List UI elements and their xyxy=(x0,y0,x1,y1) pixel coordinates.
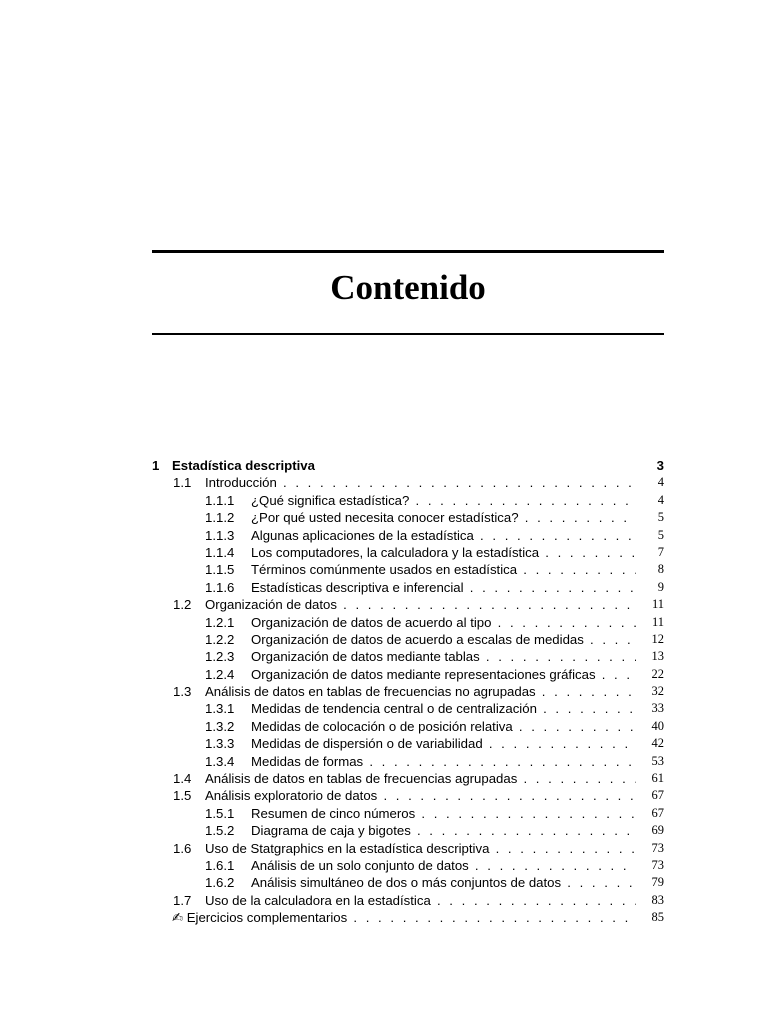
title-top-rule xyxy=(152,250,664,253)
toc-entry-title: Algunas aplicaciones de la estadística . . . xyxy=(251,527,636,544)
toc-entry[interactable] xyxy=(152,874,664,891)
toc-entry[interactable] xyxy=(152,631,664,648)
toc-entry[interactable] xyxy=(152,909,664,926)
toc-entry-page: 5 xyxy=(636,527,664,544)
toc-entry-title: Organización de datos mediante tablas . . . xyxy=(251,648,636,665)
toc-entry-number: 1.4 xyxy=(173,771,192,787)
toc-entry-number: 1.2.1 xyxy=(205,614,235,630)
toc-entry-number: 1.2.4 xyxy=(205,666,235,682)
toc-entry-number: 1.5.2 xyxy=(205,823,235,839)
toc-entry-title: Análisis de datos en tablas de frecuencias no agrupadas . . . xyxy=(205,683,636,700)
toc-entry-title: Análisis de datos en tablas de frecuencias agrupadas . . . xyxy=(205,770,636,787)
toc-entry[interactable] xyxy=(152,614,664,631)
toc-entry-title: Los computadores, la calculadora y la estadística . . . xyxy=(251,544,636,561)
toc-entry[interactable] xyxy=(152,527,664,544)
toc-entry-number: 1.1.6 xyxy=(205,579,235,595)
toc-entry-number: 1.6.2 xyxy=(205,875,235,891)
toc-entry-number: 1.1.5 xyxy=(205,562,235,578)
toc-entry-number: 1.5.1 xyxy=(205,805,235,821)
toc-entry-title: Medidas de formas . . . xyxy=(251,753,636,770)
toc-entry-title: ¿Qué significa estadística? . . . xyxy=(251,492,636,509)
toc-entry-page: 67 xyxy=(636,787,664,804)
toc-entry[interactable] xyxy=(152,683,664,700)
toc-entry-page: 5 xyxy=(636,509,664,526)
toc-entry-page: 13 xyxy=(636,648,664,665)
toc-entry-title: ¿Por qué usted necesita conocer estadística? . . . xyxy=(251,509,636,526)
table-of-contents xyxy=(152,457,664,927)
toc-entry-number: 1.1 xyxy=(173,475,192,491)
toc-entry-number: 1.2.3 xyxy=(205,649,235,665)
toc-entry-page: 4 xyxy=(636,474,664,491)
toc-entry-page: 73 xyxy=(636,840,664,857)
toc-entry-page: 40 xyxy=(636,718,664,735)
toc-entry-page: 4 xyxy=(636,492,664,509)
toc-entry-number: 1.1.2 xyxy=(205,510,235,526)
toc-entry-title: ✍ Ejercicios complementarios . . . xyxy=(172,909,636,926)
toc-entry-title: Estadísticas descriptiva e inferencial . . . xyxy=(251,579,636,596)
toc-entry-page: 12 xyxy=(636,631,664,648)
toc-entry[interactable] xyxy=(152,648,664,665)
toc-entry-title: Introducción . . . xyxy=(205,474,636,491)
toc-entry-page: 3 xyxy=(636,457,664,474)
toc-entry-title: Medidas de colocación o de posición relativa . . . xyxy=(251,718,636,735)
toc-entry-title: Resumen de cinco números . . . xyxy=(251,805,636,822)
toc-entry-title: Organización de datos . . . xyxy=(205,596,636,613)
toc-entry-page: 22 xyxy=(636,666,664,683)
toc-entry-page: 42 xyxy=(636,735,664,752)
toc-entry-number: 1.2 xyxy=(173,597,192,613)
toc-entry-number: 1.2.2 xyxy=(205,631,235,647)
toc-entry-title: Análisis simultáneo de dos o más conjuntos de datos . . . xyxy=(251,874,636,891)
toc-entry-page: 11 xyxy=(636,596,664,613)
toc-chapter-entry[interactable] xyxy=(152,457,664,474)
toc-entry-title: Organización de datos de acuerdo a escalas de medidas . . . xyxy=(251,631,636,648)
toc-entry-number: 1.3.1 xyxy=(205,701,235,717)
toc-entry-number: 1.1.4 xyxy=(205,544,235,560)
toc-entry-number: 1.3.2 xyxy=(205,718,235,734)
toc-entry-page: 53 xyxy=(636,753,664,770)
toc-entry-number: 1.5 xyxy=(173,788,192,804)
toc-entry-number: 1.1.3 xyxy=(205,527,235,543)
page-title: Contenido xyxy=(330,268,486,307)
toc-entry-number: 1.6.1 xyxy=(205,857,235,873)
toc-entry-number: 1 xyxy=(152,458,160,473)
toc-entry[interactable] xyxy=(152,579,664,596)
toc-entry-number: 1.6 xyxy=(173,840,192,856)
toc-entry-page: 8 xyxy=(636,561,664,578)
toc-entry[interactable] xyxy=(152,561,664,578)
toc-entry-page: 9 xyxy=(636,579,664,596)
toc-entry-page: 61 xyxy=(636,770,664,787)
toc-entry-page: 7 xyxy=(636,544,664,561)
toc-entry-page: 67 xyxy=(636,805,664,822)
toc-entry[interactable] xyxy=(152,700,664,717)
toc-entry[interactable] xyxy=(152,544,664,561)
toc-entry-title: Uso de Statgraphics en la estadística descriptiva . . . xyxy=(205,840,636,857)
toc-entry-number: 1.1.1 xyxy=(205,492,235,508)
toc-entry-title: Estadística descriptiva xyxy=(172,457,636,474)
toc-entry[interactable] xyxy=(152,805,664,822)
toc-entry-page: 32 xyxy=(636,683,664,700)
toc-entry-number: 1.3.3 xyxy=(205,736,235,752)
toc-entry[interactable] xyxy=(152,892,664,909)
toc-entry-page: 79 xyxy=(636,874,664,891)
toc-entry[interactable] xyxy=(152,509,664,526)
toc-entry[interactable] xyxy=(152,596,664,613)
toc-entry-title: Análisis exploratorio de datos . . . xyxy=(205,787,636,804)
toc-entry-title: Medidas de tendencia central o de centralización . . . xyxy=(251,700,636,717)
toc-entry-page: 33 xyxy=(636,700,664,717)
toc-entry[interactable] xyxy=(152,492,664,509)
toc-entry[interactable] xyxy=(152,718,664,735)
toc-entry[interactable] xyxy=(152,840,664,857)
toc-entry-number: 1.7 xyxy=(173,892,192,908)
toc-entry-title: Uso de la calculadora en la estadística . . . xyxy=(205,892,636,909)
toc-entry-page: 73 xyxy=(636,857,664,874)
toc-entry-page: 83 xyxy=(636,892,664,909)
toc-entry[interactable] xyxy=(152,753,664,770)
toc-entry-number: 1.3.4 xyxy=(205,753,235,769)
toc-entry[interactable] xyxy=(152,666,664,683)
toc-entry-title: Organización de datos mediante representaciones gráficas . . . xyxy=(251,666,636,683)
toc-entry[interactable] xyxy=(152,857,664,874)
toc-entry-title: Análisis de un solo conjunto de datos . . . xyxy=(251,857,636,874)
toc-entry[interactable] xyxy=(152,822,664,839)
toc-entry-title: Términos comúnmente usados en estadística . . . xyxy=(251,561,636,578)
toc-entry-page: 11 xyxy=(636,614,664,631)
toc-entry[interactable] xyxy=(152,735,664,752)
toc-entry[interactable] xyxy=(152,770,664,787)
toc-entry-title: Medidas de dispersión o de variabilidad . . . xyxy=(251,735,636,752)
toc-entry[interactable] xyxy=(152,787,664,804)
toc-entry-page: 69 xyxy=(636,822,664,839)
title-bottom-rule xyxy=(152,333,664,335)
toc-entry[interactable] xyxy=(152,474,664,491)
toc-entry-title: Organización de datos de acuerdo al tipo . . . xyxy=(251,614,636,631)
toc-entry-title: Diagrama de caja y bigotes . . . xyxy=(251,822,636,839)
toc-entry-number: 1.3 xyxy=(173,684,192,700)
toc-entry-page: 85 xyxy=(636,909,664,926)
